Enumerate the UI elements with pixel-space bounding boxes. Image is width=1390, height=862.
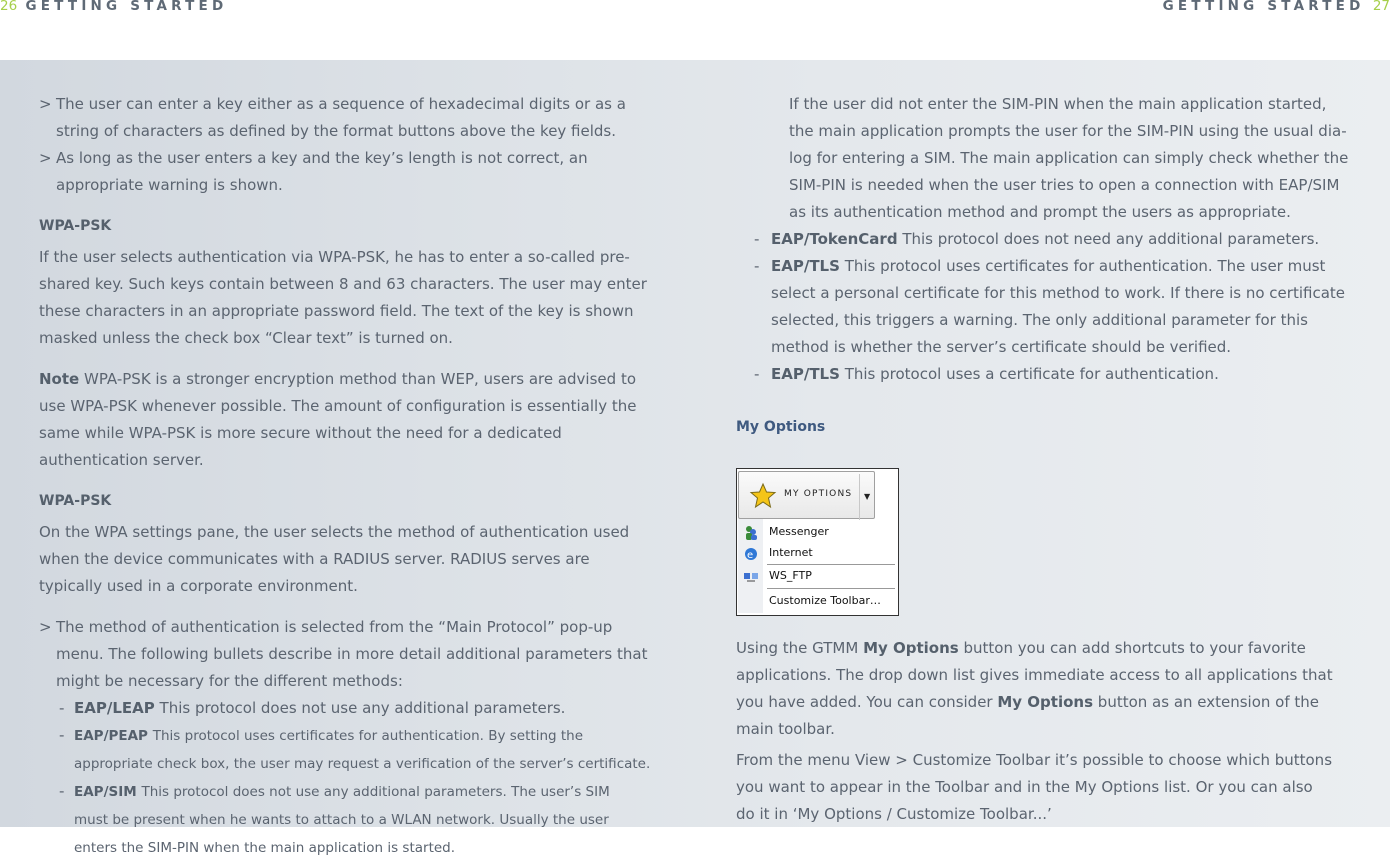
eap-leap-text: This protocol does not use any additional parameters.	[159, 699, 566, 717]
eap-sim-label: EAP/SIM	[74, 784, 137, 800]
left-column	[39, 91, 659, 862]
eap-peap-item: - EAP/PEAP This protocol uses certificates for authentication. By setting the appropriate check box, the user may request a verification of the server’s certificate.	[59, 726, 651, 772]
note-paragraph	[39, 366, 651, 474]
eap-tls-text: This protocol uses certificates for authentication. The user must select a personal certificate for this method to work. If there is no certificate selected, this triggers a warning. The only additional parameter for this method is whether the server’s certificate should be verified.	[771, 257, 1345, 356]
eap-tls-item-2: - EAP/TLS This protocol uses a certificate for authentication.	[754, 365, 1219, 383]
eap-tls-text-2: This protocol uses a certificate for authentication.	[844, 365, 1219, 383]
eap-tls-label: EAP/TLS	[771, 257, 840, 275]
menu-separator	[767, 564, 895, 565]
wpa-psk-heading: WPA-PSK	[39, 218, 112, 234]
wpa-psk-heading-2: WPA-PSK	[39, 493, 112, 509]
eap-tokencard-text: This protocol does not need any additional parameters.	[902, 230, 1320, 248]
eap-sim-text: This protocol does not use any additional parameters. The user’s SIM must be present when he wants to attach to a WLAN network. Usually the user enters the SIM-PIN when the main application is started.	[74, 784, 610, 856]
wpa-settings-paragraph: On the WPA settings pane, the user selects the method of authentication used when the device communicates with a RADIUS server. RADIUS serves are typically used in a corporate environment.	[39, 523, 630, 595]
left-page-number: 26	[0, 0, 18, 14]
key-format-bullet: > The user can enter a key either as a sequence of hexadecimal digits or as a string of characters as defined by the format buttons above the key fields.	[39, 91, 668, 145]
customize-toolbar-paragraph: From the menu View > Customize Toolbar it’s possible to choose which buttons you want to appear in the Toolbar and in the My Options list. Or you can also do it in ‘My Options / Customize Toolbar...’	[736, 751, 1333, 823]
sim-continued-paragraph: If the user did not enter the SIM-PIN when the main application started, the main application prompts the user for the SIM-PIN using the usual dia-log for entering a SIM. The main application can simply check whether the SIM-PIN is needed when the user tries to open a connection with EAP/SIM as its authentication method and prompt the users as appropriate.	[789, 95, 1349, 221]
menu-item-ws-ftp[interactable]: WS_FTP	[769, 569, 812, 582]
eap-tls-label-2: EAP/TLS	[771, 365, 840, 383]
key-length-bullet: > As long as the user enters a key and the key’s length is not correct, an appropriate warning is shown.	[39, 145, 668, 199]
left-running-header	[0, 0, 227, 13]
svg-text:e: e	[747, 550, 754, 561]
ws-ftp-icon	[743, 569, 759, 585]
eap-tokencard-item: - EAP/TokenCard This protocol does not need any additional parameters.	[754, 230, 1320, 248]
my-options-paragraph: Using the GTMM My Options button you can add shortcuts to your favorite applications. The drop down list gives immediate access to all applications that you have added. You can consider My Options button as an extension of the main toolbar.	[736, 639, 1333, 738]
my-options-button[interactable]	[738, 471, 875, 519]
right-header-title: GETTING STARTED	[1162, 0, 1365, 14]
right-page-number: 27	[1372, 0, 1390, 14]
eap-leap-label: EAP/LEAP	[74, 699, 155, 717]
right-running-header	[1163, 0, 1390, 13]
messenger-icon	[743, 525, 759, 541]
menu-item-messenger[interactable]: Messenger	[769, 525, 829, 538]
menu-item-customize-toolbar[interactable]: Customize Toolbar…	[769, 594, 881, 607]
eap-tls-item: - EAP/TLS This protocol uses certificates for authentication. The user must select a personal certificate for this method to work. If there is no certificate selected, this triggers a warning. The only additional parameter for this method is whether the server’s certificate should be verified.	[754, 257, 1345, 356]
wpa-psk-paragraph: If the user selects authentication via WPA-PSK, he has to enter a so-called pre-shared key. Such keys contain between 8 and 63 characters. The user may enter these characters in an appropriate password field. The text of the key is shown masked unless the check box “Clear text” is turned on.	[39, 248, 647, 347]
eap-peap-text: This protocol uses certificates for authentication. By setting the appropriate check box, the user may request a verification of the server’s certificate.	[74, 728, 651, 772]
left-header-title: GETTING STARTED	[25, 0, 228, 14]
eap-peap-label: EAP/PEAP	[74, 728, 148, 744]
internet-explorer-icon	[743, 546, 759, 562]
note-text: WPA-PSK is a stronger encryption method than WEP, users are advised to use WPA-PSK whenever possible. The amount of configuration is essentially the same while WPA-PSK is more secure without the need for a dedicated authentication server.	[39, 370, 637, 469]
menu-separator-2	[767, 588, 895, 589]
my-options-heading: My Options	[736, 419, 826, 435]
my-options-term: My Options	[863, 639, 959, 657]
star-icon	[749, 482, 777, 510]
chevron-down-icon: ▼	[864, 492, 871, 501]
note-label: Note	[39, 370, 80, 388]
main-protocol-bullet: > The method of authentication is selected from the “Main Protocol” pop-up menu. The following bullets describe in more detail additional parameters that might be necessary for the different methods:	[39, 614, 656, 695]
my-options-button-label: MY OPTIONS	[784, 489, 853, 499]
my-options-screenshot	[736, 468, 899, 616]
right-column	[736, 91, 1356, 828]
eap-leap-item: - EAP/LEAP This protocol does not use any additional parameters.	[59, 699, 566, 717]
eap-tokencard-label: EAP/TokenCard	[771, 230, 898, 248]
dropdown-arrow[interactable]	[859, 474, 875, 520]
eap-sim-item: - EAP/SIM This protocol does not use any additional parameters. The user’s SIM must be present when he wants to attach to a WLAN network. Usually the user enters the SIM-PIN when the main application is started.	[59, 782, 610, 856]
menu-item-internet[interactable]: Internet	[769, 546, 813, 559]
my-options-term-2: My Options	[997, 693, 1094, 711]
